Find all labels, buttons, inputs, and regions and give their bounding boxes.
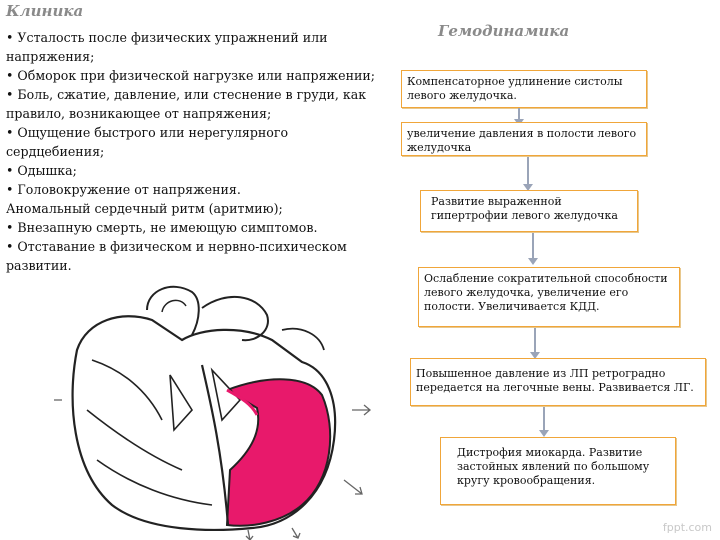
symptom-item: • Отставание в физическом и нервно-психическом развитии.: [6, 239, 347, 273]
heart-illustration: [52, 280, 379, 540]
symptom-list: [6, 28, 378, 275]
flow-step-1: Компенсаторное удлинение систолы левого желудочка.: [401, 70, 647, 108]
symptom-item: • Усталость после физических упражнений или напряжения;: [6, 30, 328, 64]
flow-step-5: Повышенное давление из ЛП ретроградно передается на легочные вены. Развивается ЛГ.: [410, 358, 706, 406]
flow-step-3: Развитие выраженной гипертрофии левого желудочка: [420, 190, 638, 232]
clinic-title: Клиника: [6, 2, 84, 20]
symptom-item: Аномальный сердечный ритм (аритмию);: [6, 201, 283, 216]
flow-arrow: [532, 233, 534, 259]
symptom-item: • Одышка;: [6, 163, 77, 178]
flow-arrow: [518, 108, 520, 120]
symptom-item: • Боль, сжатие, давление, или стеснение в груди, как правило, возникающее от напряжения;: [6, 87, 367, 121]
flow-arrow: [543, 407, 545, 431]
symptom-item: • Обморок при физической нагрузке или напряжении;: [6, 68, 376, 83]
watermark: fppt.com: [662, 521, 712, 534]
flow-step-2: увеличение давления в полости левого желудочка: [401, 122, 647, 156]
flow-step-6: Дистрофия миокарда. Развитие застойных явлений по большому кругу кровообращения.: [440, 437, 676, 505]
flow-step-4: Ослабление сократительной способности левого желудочка, увеличение его полости. Увеличивается КДД.: [418, 267, 680, 327]
symptom-item: • Головокружение от напряжения.: [6, 182, 241, 197]
flow-arrow: [534, 328, 536, 353]
symptom-item: • Ощущение быстрого или нерегулярного сердцебиения;: [6, 125, 289, 159]
hemodynamics-title: Гемодинамика: [438, 22, 570, 40]
flow-arrow: [527, 157, 529, 185]
symptom-item: • Внезапную смерть, не имеющую симптомов.: [6, 220, 318, 235]
